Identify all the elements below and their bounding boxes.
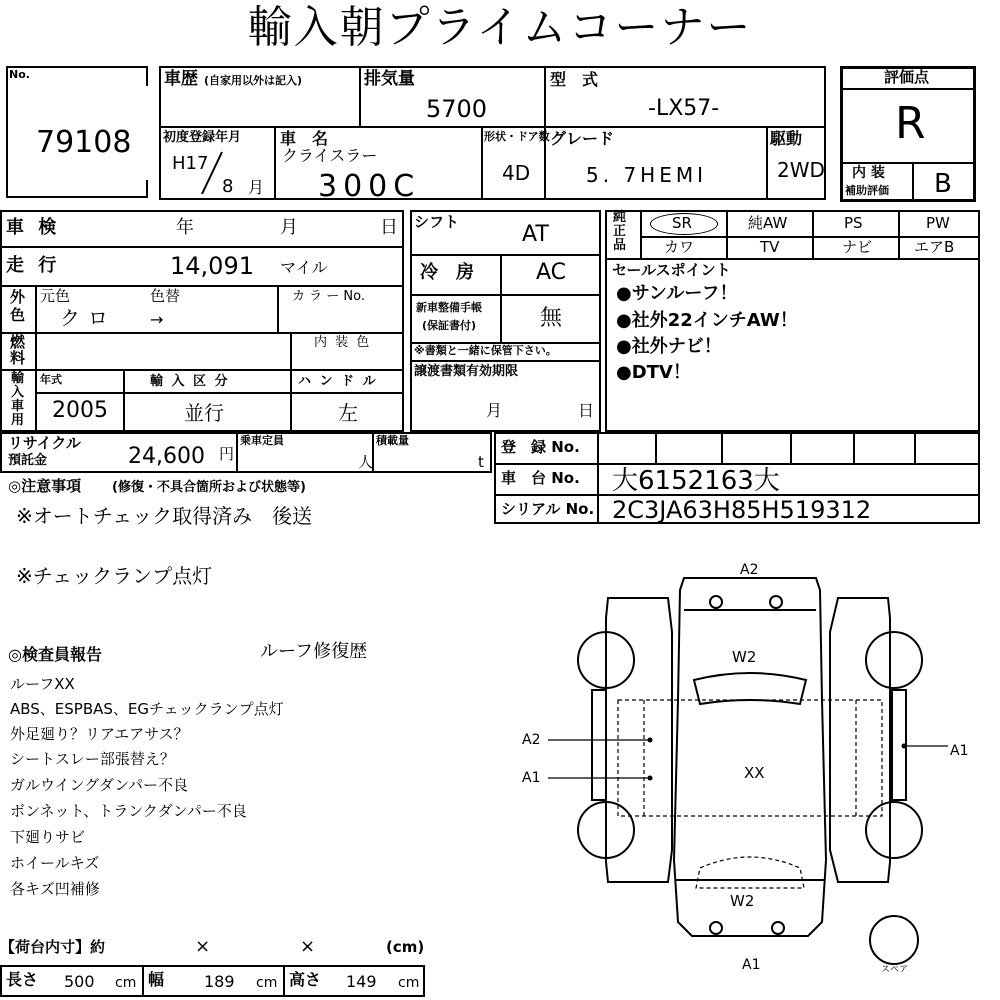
- mileage-value: 14,091: [170, 252, 254, 280]
- recycle-label-1: リサイクル: [8, 434, 81, 452]
- equip-side-1: 純: [613, 210, 627, 225]
- import-side-1: 輸: [11, 371, 25, 386]
- width-unit: cm: [256, 975, 278, 991]
- color-side-2: 色: [10, 306, 26, 324]
- width-value: 189: [204, 972, 235, 991]
- inspector-line: ホイールキズ: [10, 854, 100, 872]
- equip-power-window: PW: [926, 214, 950, 232]
- ac-value: AC: [536, 260, 567, 285]
- handle-label: ハ ン ド ル: [298, 374, 378, 389]
- import-type: 並行: [184, 401, 224, 425]
- history-note: (自家用以外は記入): [204, 74, 303, 87]
- inspector-headline: ルーフ修復歴: [260, 641, 368, 662]
- history-label: 車歴: [164, 69, 198, 89]
- shift-value: AT: [522, 222, 549, 247]
- height-unit: cm: [398, 975, 420, 991]
- car-maker: クライスラー: [282, 146, 378, 165]
- diagram-label-left-upper: A2: [522, 732, 541, 748]
- equip-sr: SR: [672, 214, 692, 232]
- car-name: 300C: [318, 169, 421, 204]
- color-side-1: 外: [10, 288, 26, 306]
- displacement-label: 排気量: [364, 69, 415, 89]
- recycle-value: 24,600: [128, 444, 205, 469]
- shaken-month: 月: [280, 217, 298, 238]
- lot-number: 79108: [36, 125, 132, 160]
- model-value: -LX57-: [648, 96, 720, 121]
- model-label: 型 式: [550, 70, 599, 89]
- drive-label: 駆動: [770, 129, 803, 148]
- cargo-unit: (cm): [386, 938, 425, 956]
- import-year-label: 年式: [40, 373, 62, 386]
- diagram-label-roof: XX: [744, 764, 765, 782]
- lot-label: No.: [9, 68, 30, 81]
- inspector-line: ボンネット、トランクダンパー不良: [10, 802, 247, 820]
- import-year: 2005: [52, 398, 108, 423]
- shift-label: シフト: [414, 213, 460, 231]
- chassis-number: 大6152163大: [612, 466, 780, 496]
- score-label: 評価点: [884, 68, 930, 86]
- equip-alloy-wheel: 純AW: [748, 214, 788, 232]
- serial-number: 2C3JA63H85H519312: [612, 496, 872, 524]
- diagram-label-front: W2: [732, 648, 757, 666]
- load-unit: t: [478, 453, 484, 471]
- diagram-label-right: A1: [950, 743, 969, 759]
- warranty-label-2: (保証書付): [422, 319, 477, 332]
- warranty-note: ※書類と一緒に保管下さい。: [414, 344, 557, 357]
- sales-label: セールスポイント: [612, 261, 731, 279]
- length-value: 500: [64, 972, 95, 991]
- cargo-times: ×: [300, 936, 316, 957]
- notice-line: ※オートチェック取得済み 後送: [16, 504, 313, 528]
- interior-label-1: 内 装: [852, 165, 885, 181]
- inspector-line: 外足廻り？リアエアサス？: [10, 725, 189, 743]
- shape-label: 形状・ドア数: [484, 130, 550, 143]
- sales-point: ●DTV！: [616, 362, 691, 383]
- recycle-unit: 円: [219, 445, 235, 463]
- inspector-line: 各キズ凹補修: [10, 880, 100, 898]
- grade-label: グレード: [550, 129, 615, 148]
- height-value: 149: [346, 972, 377, 991]
- first-reg-month-unit: 月: [248, 178, 265, 197]
- equip-leather: カワ: [664, 238, 695, 256]
- score-value: R: [895, 98, 926, 149]
- registration-label: 登 録 No.: [501, 438, 580, 456]
- inspector-line: シートスレー部張替え？: [10, 750, 175, 768]
- notice-note: (修復・不具合箇所および状態等): [112, 480, 306, 495]
- warranty-label-1: 新車整備手帳: [416, 301, 482, 314]
- width-label: 幅: [148, 970, 165, 989]
- interior-color-label: 内 装 色: [314, 335, 372, 350]
- cargo-times: ×: [195, 936, 211, 957]
- equip-side-3: 品: [613, 238, 627, 253]
- warranty-value: 無: [540, 306, 563, 331]
- page-title: 輸入朝プライムコーナー: [247, 2, 753, 53]
- inspector-line: ガルウイングダンパー不良: [10, 776, 189, 794]
- import-side-4: 用: [11, 413, 25, 428]
- fuel-label-1: 燃: [10, 333, 26, 351]
- diagram-label-rear: W2: [730, 892, 755, 910]
- interior-label-2: 補助評価: [845, 184, 889, 197]
- shaken-year: 年: [176, 217, 194, 238]
- car-name-label: 車 名: [280, 129, 329, 148]
- shape-value: 4D: [502, 161, 531, 185]
- diagram-label-spare: スペア: [881, 965, 909, 975]
- sales-point: ●社外ナビ！: [616, 336, 722, 357]
- inspector-line: ABS、ESPBAS、EGチェックランプ点灯: [10, 700, 284, 718]
- capacity-label: 乗車定員: [240, 434, 284, 447]
- drive-value: 2WD: [777, 158, 825, 182]
- first-reg-month: 8: [222, 176, 234, 197]
- length-unit: cm: [115, 975, 137, 991]
- notice-label: ◎注意事項: [8, 477, 82, 495]
- load-label: 積載量: [376, 434, 409, 447]
- import-side-2: 入: [11, 385, 25, 400]
- mileage-label: 走 行: [6, 255, 61, 276]
- height-label: 高さ: [289, 970, 322, 989]
- color-change-label: 色替: [150, 287, 181, 305]
- chassis-label: 車 台 No.: [501, 469, 580, 487]
- color-code-label: カ ラ ー No.: [292, 289, 365, 304]
- diagram-label-bottom: A1: [742, 957, 761, 973]
- length-label: 長さ: [6, 970, 39, 989]
- inspector-label: ◎検査員報告: [8, 645, 102, 664]
- orig-color-label: 元色: [40, 287, 71, 305]
- transfer-day: 日: [578, 401, 595, 420]
- diagram-label-top: A2: [740, 562, 759, 578]
- ac-label: 冷 房: [420, 262, 474, 283]
- handle-value: 左: [338, 401, 358, 425]
- sales-point: ●サンルーフ！: [616, 283, 738, 304]
- shaken-day: 日: [380, 217, 398, 238]
- dashed-panels: [618, 700, 882, 888]
- sales-point: ●社外22インチAW！: [616, 310, 798, 331]
- equip-airbag: エアB: [914, 238, 955, 256]
- mileage-unit: マイル: [280, 258, 328, 277]
- inspector-line: 下廻りサビ: [10, 828, 86, 846]
- diagram-label-left-lower: A1: [522, 770, 541, 786]
- cargo-label: 【荷台内寸】約: [0, 938, 106, 956]
- capacity-unit: 人: [358, 453, 374, 471]
- serial-label: シリアル No.: [501, 500, 595, 518]
- leader-dots: [648, 738, 907, 781]
- interior-score: B: [934, 169, 952, 199]
- import-type-label: 輸 入 区 分: [150, 374, 230, 389]
- transfer-month: 月: [486, 401, 503, 420]
- fuel-label-2: 料: [10, 349, 26, 367]
- color-change-value: →: [150, 310, 164, 329]
- recycle-label-2: 預託金: [8, 453, 48, 468]
- equip-navi: ナビ: [842, 238, 873, 256]
- orig-color-value: クロ: [60, 306, 116, 330]
- displacement-value: 5700: [426, 95, 488, 123]
- notice-line: ※チェックランプ点灯: [16, 564, 213, 588]
- equip-power-steering: PS: [844, 214, 863, 232]
- equip-side-2: 正: [613, 224, 627, 239]
- inspector-line: ルーフXX: [10, 675, 75, 693]
- transfer-label: 譲渡書類有効期限: [414, 364, 519, 379]
- shaken-label: 車 検: [6, 217, 61, 238]
- import-side-3: 車: [11, 399, 25, 414]
- equip-tv: TV: [760, 238, 780, 256]
- first-reg-label: 初度登録年月: [163, 130, 242, 145]
- grade-value: 5. 7HEMI: [586, 163, 707, 187]
- first-reg-era: H17: [172, 153, 209, 174]
